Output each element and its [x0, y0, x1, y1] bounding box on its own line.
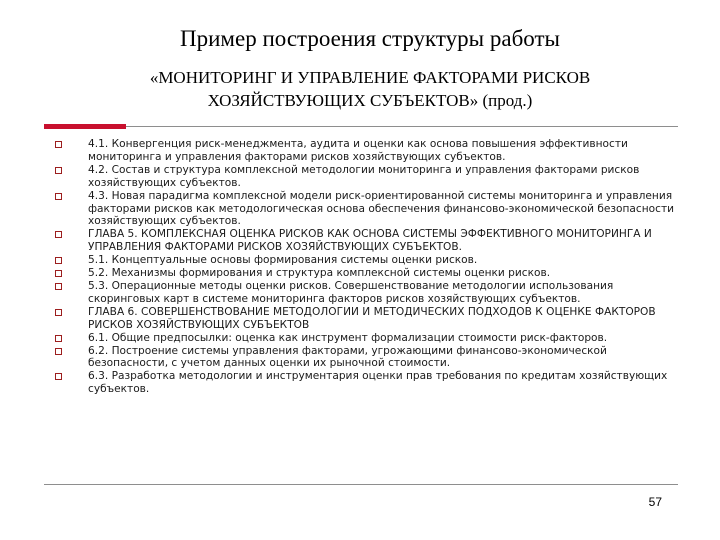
list-item	[46, 370, 676, 396]
hollow-square-bullet-icon	[55, 348, 62, 355]
list-item-text: 4.3. Новая парадигма комплексной модели риск-ориентированной системы мониторинга и управления факторами рисков как методологическая основа обеспечения финансово-экономической безопасности хозяйствующих субъектов.	[88, 189, 675, 228]
hollow-square-bullet-icon	[55, 373, 62, 380]
list-item	[46, 164, 676, 190]
page-number: 57	[648, 495, 662, 509]
slide-title: Пример построения структуры работы	[180, 26, 560, 51]
list-item	[46, 332, 676, 345]
hollow-square-bullet-icon	[55, 335, 62, 342]
header-divider	[44, 126, 678, 127]
list-item	[46, 306, 676, 332]
contents-list	[46, 138, 676, 396]
list-item-text: 6.2. Построение системы управления факторами, угрожающими финансово-экономической безопасности, с учетом данных оценки их рыночной стоимости.	[88, 344, 607, 370]
hollow-square-bullet-icon	[55, 309, 62, 316]
list-item	[46, 138, 676, 164]
list-item	[46, 345, 676, 371]
list-item	[46, 267, 676, 280]
hollow-square-bullet-icon	[55, 141, 62, 148]
subtitle-line-2: ХОЗЯЙСТВУЮЩИХ СУБЪЕКТОВ» (прод.)	[207, 91, 533, 110]
list-item-text: 5.3. Операционные методы оценки рисков. Совершенствование методологии использования скоринговых карт в системе мониторинга факторов рисков хозяйствующих субъектов.	[88, 279, 614, 305]
list-item-text: 5.2. Механизмы формирования и структура комплексной системы оценки рисков.	[88, 267, 551, 280]
list-item-text: 6.1. Общие предпосылки: оценка как инструмент формализации стоимости риск-факторов.	[88, 331, 608, 344]
slide-subtitle	[40, 66, 700, 112]
hollow-square-bullet-icon	[55, 231, 62, 238]
subtitle-line-1: «МОНИТОРИНГ И УПРАВЛЕНИЕ ФАКТОРАМИ РИСКОВ	[149, 68, 591, 87]
list-item-text: ГЛАВА 5. КОМПЛЕКСНАЯ ОЦЕНКА РИСКОВ КАК ОСНОВА СИСТЕМЫ ЭФФЕКТИВНОГО МОНИТОРИНГА И УПРАВЛЕНИЯ ФАКТОРАМИ РИСКОВ ХОЗЯЙСТВУЮЩИХ СУБЪЕКТОВ.	[88, 228, 652, 254]
list-item-text: 5.1. Концептуальные основы формирования системы оценки рисков.	[88, 254, 478, 267]
list-item	[46, 190, 676, 229]
list-item	[46, 280, 676, 306]
list-item	[46, 254, 676, 267]
hollow-square-bullet-icon	[55, 257, 62, 264]
list-item-text: 6.3. Разработка методологии и инструментария оценки прав требования по кредитам хозяйствующих субъектов.	[88, 370, 668, 396]
list-item-text: 4.2. Состав и структура комплексной методологии мониторинга и управления факторами рисков хозяйствующих субъектов.	[88, 163, 640, 189]
hollow-square-bullet-icon	[55, 193, 62, 200]
list-item	[46, 228, 676, 254]
hollow-square-bullet-icon	[55, 270, 62, 277]
footer-divider	[44, 484, 678, 485]
accent-bar	[44, 124, 126, 129]
hollow-square-bullet-icon	[55, 167, 62, 174]
list-item-text: ГЛАВА 6. СОВЕРШЕНСТВОВАНИЕ МЕТОДОЛОГИИ И МЕТОДИЧЕСКИХ ПОДХОДОВ К ОЦЕНКЕ ФАКТОРОВ РИСКОВ ХОЗЯЙСТВУЮЩИХ СУБЪЕКТОВ	[88, 305, 656, 331]
list-item-text: 4.1. Конвергенция риск-менеджмента, аудита и оценки как основа повышения эффективности мониторинга и управления факторами рисков хозяйствующих субъектов.	[88, 138, 628, 163]
hollow-square-bullet-icon	[55, 283, 62, 290]
